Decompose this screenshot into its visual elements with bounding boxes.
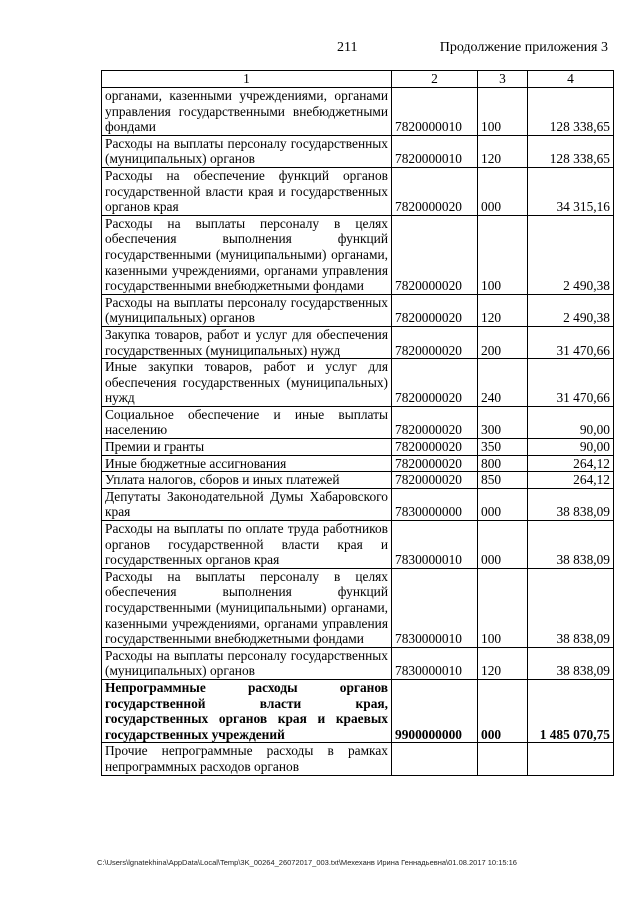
column-header: 4	[528, 71, 614, 88]
table-row	[102, 135, 614, 167]
row-vr: 120	[478, 135, 528, 167]
row-vr: 100	[478, 88, 528, 136]
table-body	[102, 88, 614, 776]
column-header: 1	[102, 71, 392, 88]
table-row	[102, 326, 614, 358]
row-vr: 800	[478, 455, 528, 472]
row-code: 7830000000	[392, 488, 478, 520]
row-amount: 128 338,65	[528, 135, 614, 167]
row-vr: 120	[478, 294, 528, 326]
row-name: органами, казенными учреждениями, органами управления государственными внебюджетными фондами	[102, 88, 392, 136]
row-amount: 1 485 070,75	[528, 679, 614, 742]
row-vr: 000	[478, 521, 528, 569]
row-name: Расходы на выплаты персоналу в целях обеспечения выполнения функций государственными (муниципальными) органами, казенными учреждениями, органами управления государственными внебюджетными фондами	[102, 215, 392, 294]
row-amount: 38 838,09	[528, 488, 614, 520]
row-code: 7830000010	[392, 647, 478, 679]
row-code	[392, 743, 478, 775]
table-row	[102, 521, 614, 569]
row-code: 9900000000	[392, 679, 478, 742]
row-vr	[478, 743, 528, 775]
table-row	[102, 472, 614, 489]
row-vr: 120	[478, 647, 528, 679]
row-vr: 100	[478, 568, 528, 647]
row-code: 7820000020	[392, 455, 478, 472]
row-amount	[528, 743, 614, 775]
row-name: Иные закупки товаров, работ и услуг для обеспечения государственных (муниципальных) нужд	[102, 359, 392, 407]
row-amount: 2 490,38	[528, 294, 614, 326]
row-amount: 34 315,16	[528, 167, 614, 215]
row-code: 7820000020	[392, 215, 478, 294]
row-name: Расходы на выплаты персоналу в целях обеспечения выполнения функций государственными (муниципальными) органами, казенными учреждениями, органами управления государственными внебюджетными фондами	[102, 568, 392, 647]
row-code: 7820000020	[392, 326, 478, 358]
table-row	[102, 568, 614, 647]
page-number: 211	[337, 40, 358, 55]
row-amount: 90,00	[528, 406, 614, 438]
row-name: Закупка товаров, работ и услуг для обеспечения государственных (муниципальных) нужд	[102, 326, 392, 358]
table-row	[102, 88, 614, 136]
table-row	[102, 743, 614, 775]
row-code: 7820000020	[392, 472, 478, 489]
table-row	[102, 359, 614, 407]
column-header: 2	[392, 71, 478, 88]
row-vr: 850	[478, 472, 528, 489]
row-name: Расходы на обеспечение функций органов государственной власти края и государственных органов края	[102, 167, 392, 215]
table-row	[102, 167, 614, 215]
row-code: 7820000020	[392, 167, 478, 215]
table-row	[102, 488, 614, 520]
table-row	[102, 455, 614, 472]
table-header-row	[102, 71, 614, 88]
row-code: 7820000020	[392, 439, 478, 456]
budget-table	[101, 70, 614, 776]
row-vr: 000	[478, 488, 528, 520]
row-name: Уплата налогов, сборов и иных платежей	[102, 472, 392, 489]
row-name: Расходы на выплаты персоналу государственных (муниципальных) органов	[102, 135, 392, 167]
row-name: Непрограммные расходы органов государственной власти края, государственных органов края и краевых государственных учреждений	[102, 679, 392, 742]
row-amount: 31 470,66	[528, 359, 614, 407]
row-amount: 38 838,09	[528, 521, 614, 569]
row-code: 7820000010	[392, 88, 478, 136]
row-code: 7820000020	[392, 359, 478, 407]
row-amount: 38 838,09	[528, 647, 614, 679]
table-row	[102, 439, 614, 456]
row-name: Прочие непрограммные расходы в рамках непрограммных расходов органов	[102, 743, 392, 775]
row-name: Иные бюджетные ассигнования	[102, 455, 392, 472]
row-vr: 350	[478, 439, 528, 456]
row-name: Расходы на выплаты персоналу государственных (муниципальных) органов	[102, 647, 392, 679]
row-amount: 128 338,65	[528, 88, 614, 136]
row-vr: 300	[478, 406, 528, 438]
table-row	[102, 215, 614, 294]
row-amount: 2 490,38	[528, 215, 614, 294]
row-vr: 100	[478, 215, 528, 294]
row-code: 7820000020	[392, 294, 478, 326]
row-amount: 38 838,09	[528, 568, 614, 647]
row-vr: 200	[478, 326, 528, 358]
row-name: Расходы на выплаты персоналу государственных (муниципальных) органов	[102, 294, 392, 326]
table-row	[102, 294, 614, 326]
row-code: 7820000010	[392, 135, 478, 167]
table-row	[102, 679, 614, 742]
continuation-title: Продолжение приложения 3	[439, 40, 608, 55]
row-amount: 264,12	[528, 455, 614, 472]
row-code: 7830000010	[392, 521, 478, 569]
row-name: Социальное обеспечение и иные выплаты населению	[102, 406, 392, 438]
row-code: 7820000020	[392, 406, 478, 438]
row-code: 7830000010	[392, 568, 478, 647]
row-name: Расходы на выплаты по оплате труда работников органов государственной власти края и государственных органов края	[102, 521, 392, 569]
file-path-footer: C:\Users\lgnatekhina\AppData\Local\Temp\3K_00264_26072017_003.txt\Мехеханв Ирина Геннадьевна\01.08.2017 10:15:16	[97, 858, 517, 867]
row-vr: 000	[478, 167, 528, 215]
row-vr: 000	[478, 679, 528, 742]
row-name: Депутаты Законодательной Думы Хабаровского края	[102, 488, 392, 520]
row-name: Премии и гранты	[102, 439, 392, 456]
row-vr: 240	[478, 359, 528, 407]
column-header: 3	[478, 71, 528, 88]
row-amount: 31 470,66	[528, 326, 614, 358]
table-row	[102, 406, 614, 438]
row-amount: 90,00	[528, 439, 614, 456]
table-row	[102, 647, 614, 679]
row-amount: 264,12	[528, 472, 614, 489]
